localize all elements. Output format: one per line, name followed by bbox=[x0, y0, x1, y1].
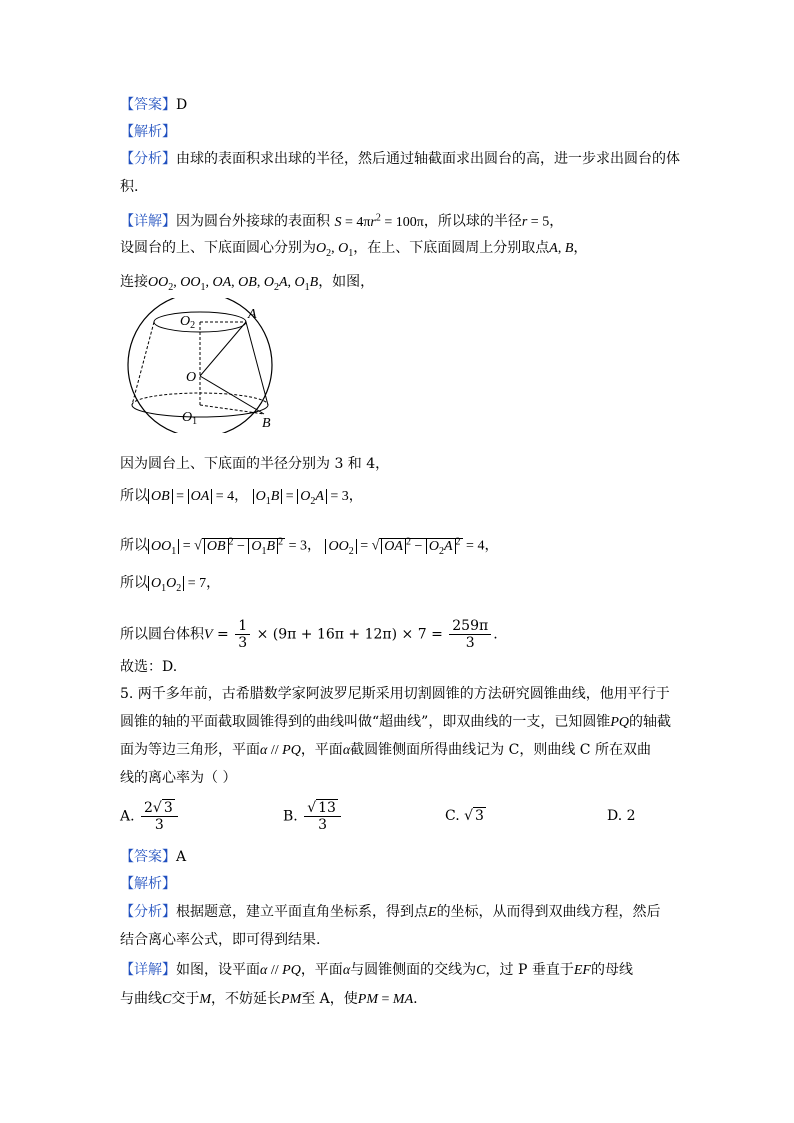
points-math: A, B bbox=[549, 241, 574, 256]
stem-text-2b: 的轴截 bbox=[628, 714, 671, 730]
suoyi-text3: 所以 bbox=[120, 575, 148, 591]
q4-radius-line: 因为圆台上、下底面的半径分别为 3 和 4， bbox=[120, 456, 390, 472]
answer-tag: 【答案】 bbox=[120, 97, 176, 113]
q5-answer-line bbox=[120, 847, 186, 867]
q5-xiangjie-line2: 与曲线C交于M，不妨延长PM至 A，使PM = MA. bbox=[120, 991, 418, 1007]
q5-fenxi-line1: 【分析】根据题意，建立平面直角坐标系，得到点E的坐标，从而得到双曲线方程，然后 bbox=[120, 904, 661, 920]
oo2-math: $OO_2$ = √ OA $^2 - O_2A$ $^2$ = 4 bbox=[325, 538, 484, 554]
stem-text-3a: 面为等边三角形，平面 bbox=[120, 742, 260, 758]
oo1-math: $OO_1$ = √ OB $^2 - O_1B$ $^2$ = 3 bbox=[148, 538, 307, 554]
alpha-parallel-pq: α // PQ bbox=[260, 743, 301, 758]
option-a[interactable]: A. $\frac{2√ 3}{3}$ bbox=[120, 800, 180, 833]
centers-math: $O_2$, $O_1$ bbox=[316, 241, 354, 259]
q5-xiangjie-tag: 【详解】 bbox=[120, 962, 176, 978]
label-o: O bbox=[186, 370, 197, 385]
q5-xj2-e: . bbox=[413, 991, 418, 1007]
q5-fenxi-b: 的坐标，从而得到双曲线方程，然后 bbox=[436, 904, 661, 920]
q5-analysis-tag: 【解析】 bbox=[120, 876, 176, 892]
q4-connect-line bbox=[120, 272, 374, 298]
q5-fenxi-line2: 结合离心率公式，即可得到结果. bbox=[120, 932, 321, 948]
option-c-label: C. bbox=[445, 808, 460, 824]
label-b: B bbox=[262, 416, 271, 431]
q5-xj-a: 如图，设平面 bbox=[176, 962, 260, 978]
q4-fenxi-line1 bbox=[120, 149, 680, 169]
q5-stem-line1: 5. 两千多年前，古希腊数学家阿波罗尼斯采用切割圆锥的方法研究圆锥曲线，他用平行于 bbox=[120, 686, 670, 702]
label-a: A bbox=[248, 307, 257, 322]
q5-stem-line4: 线的离心率为（ ） bbox=[120, 770, 237, 786]
q4-choice-line: 故选：D. bbox=[120, 659, 178, 675]
option-a-label: A. bbox=[120, 808, 135, 825]
answer-value: D bbox=[176, 97, 188, 113]
centers-text-a: 设圆台的上、下底面圆心分别为 bbox=[120, 240, 316, 256]
suoyi-text: 所以 bbox=[120, 488, 148, 504]
q5-stem-line3 bbox=[120, 740, 651, 761]
connect-text-b: ，如图， bbox=[318, 274, 375, 290]
alpha-math: α bbox=[342, 743, 351, 758]
connect-text-a: 连接 bbox=[120, 274, 148, 290]
volume-text: 所以圆台体积 bbox=[120, 626, 204, 643]
analysis-tag: 【解析】 bbox=[120, 124, 176, 140]
radius-formula: r = 5 bbox=[521, 214, 550, 230]
fenxi-text: 由球的表面积求出球的半径，然后通过轴截面求出圆台的高，进一步求出圆台的体 bbox=[176, 151, 680, 167]
o1o2-math: $O_1O_2 = 7$ bbox=[148, 576, 206, 591]
pq-math: PQ bbox=[610, 715, 629, 730]
suoyi-text2: 所以 bbox=[120, 537, 148, 554]
centers-text-b: ，在上、下底面圆周上分别取点 bbox=[353, 240, 550, 256]
lengths-math1: OB = OA = 4 bbox=[148, 489, 234, 504]
lengths-math2: $O_1B = O_2A = 3$ bbox=[253, 489, 349, 504]
q5-stem-line2 bbox=[120, 712, 671, 733]
xiangjie-text: 因为圆台外接球的表面积 bbox=[176, 213, 330, 230]
q5-fenxi-tag: 【分析】 bbox=[120, 904, 176, 920]
q4-lengths-line1: 所以 OB = OA = 4， $O_1B = O_2A = 3$， bbox=[120, 488, 363, 507]
frustum-sphere-figure bbox=[120, 298, 280, 433]
option-b[interactable]: B. $\frac{√ 13}{3}$ bbox=[283, 800, 343, 833]
q4-o1o2-line: 所以 $O_1O_2 = 7$， bbox=[120, 575, 221, 594]
option-d[interactable]: D. 2 bbox=[607, 808, 636, 824]
label-o2: $O_2$ bbox=[180, 314, 196, 331]
fenxi-tag: 【分析】 bbox=[120, 151, 176, 167]
q5-xj2-d: 至 A，使 bbox=[301, 991, 358, 1007]
xiangjie-text2: ，所以球的半径 bbox=[423, 213, 522, 230]
surface-area-formula: $S = 4\pi r^2 = 100\pi$ bbox=[334, 212, 424, 230]
q5-answer-value: A bbox=[176, 849, 187, 865]
q5-fenxi-a: 根据题意，建立平面直角坐标系，得到点 bbox=[176, 904, 428, 920]
q5-xiangjie-line1: 【详解】如图，设平面α // PQ，平面α与圆锥侧面的交线为C，过 P 垂直于EF的母线 bbox=[120, 962, 633, 978]
q4-heights-line: 所以 $OO_1$ = √ OB $^2 - O_1B$ $^2$ = 3， $OO_2$ = √ OA $^2 - O_2A$ $^2$ = 4， bbox=[120, 536, 499, 557]
q4-xiangjie-line: 【详解】因为圆台外接球的表面积 $S = 4\pi r^2 = 100\pi$，所以球的半径r = 5， bbox=[120, 212, 564, 230]
q4-answer-line bbox=[120, 95, 187, 115]
q5-xj-d: ，过 P 垂直于 bbox=[485, 962, 574, 978]
connect-math: $OO_2$, $OO_1$, OA, OB, $O_2A$, $O_1B$ bbox=[148, 275, 319, 293]
q5-xj-c: 与圆锥侧面的交线为 bbox=[350, 962, 477, 978]
stem-text-3c: 截圆锥侧面所得曲线记为 C，则曲线 C 所在双曲 bbox=[350, 742, 651, 758]
q5-xj2-a: 与曲线 bbox=[120, 991, 162, 1007]
q4-fenxi-line2: 积. bbox=[120, 179, 139, 195]
option-b-label: B. bbox=[283, 808, 298, 825]
stem-text-2a: 圆锥的轴的平面截取圆锥得到的曲线叫做“超曲线”，即双曲线的一支，已知圆锥 bbox=[120, 714, 611, 730]
q5-xj-b: ，平面 bbox=[300, 962, 343, 978]
xiangjie-tag: 【详解】 bbox=[120, 213, 176, 230]
stem-text-3b: ，平面 bbox=[300, 742, 343, 758]
q4-volume-line: 所以圆台体积V = $\frac{1}{3}$ × (9π + 16π + 12π) × 7 = $\frac{259\pi}{3}$ . bbox=[120, 618, 498, 651]
q5-answer-tag: 【答案】 bbox=[120, 849, 176, 865]
label-o1: $O_1$ bbox=[182, 410, 198, 427]
q5-xj2-c: ，不妨延长 bbox=[211, 991, 282, 1007]
option-c[interactable]: C. √ 3 bbox=[445, 808, 484, 824]
q5-xj2-b: 交于 bbox=[171, 991, 200, 1007]
q4-centers-line: 设圆台的上、下底面圆心分别为$O_2$, $O_1$，在上、下底面圆周上分别取点A, B， bbox=[120, 240, 588, 259]
q5-xj-e: 的母线 bbox=[590, 962, 633, 978]
